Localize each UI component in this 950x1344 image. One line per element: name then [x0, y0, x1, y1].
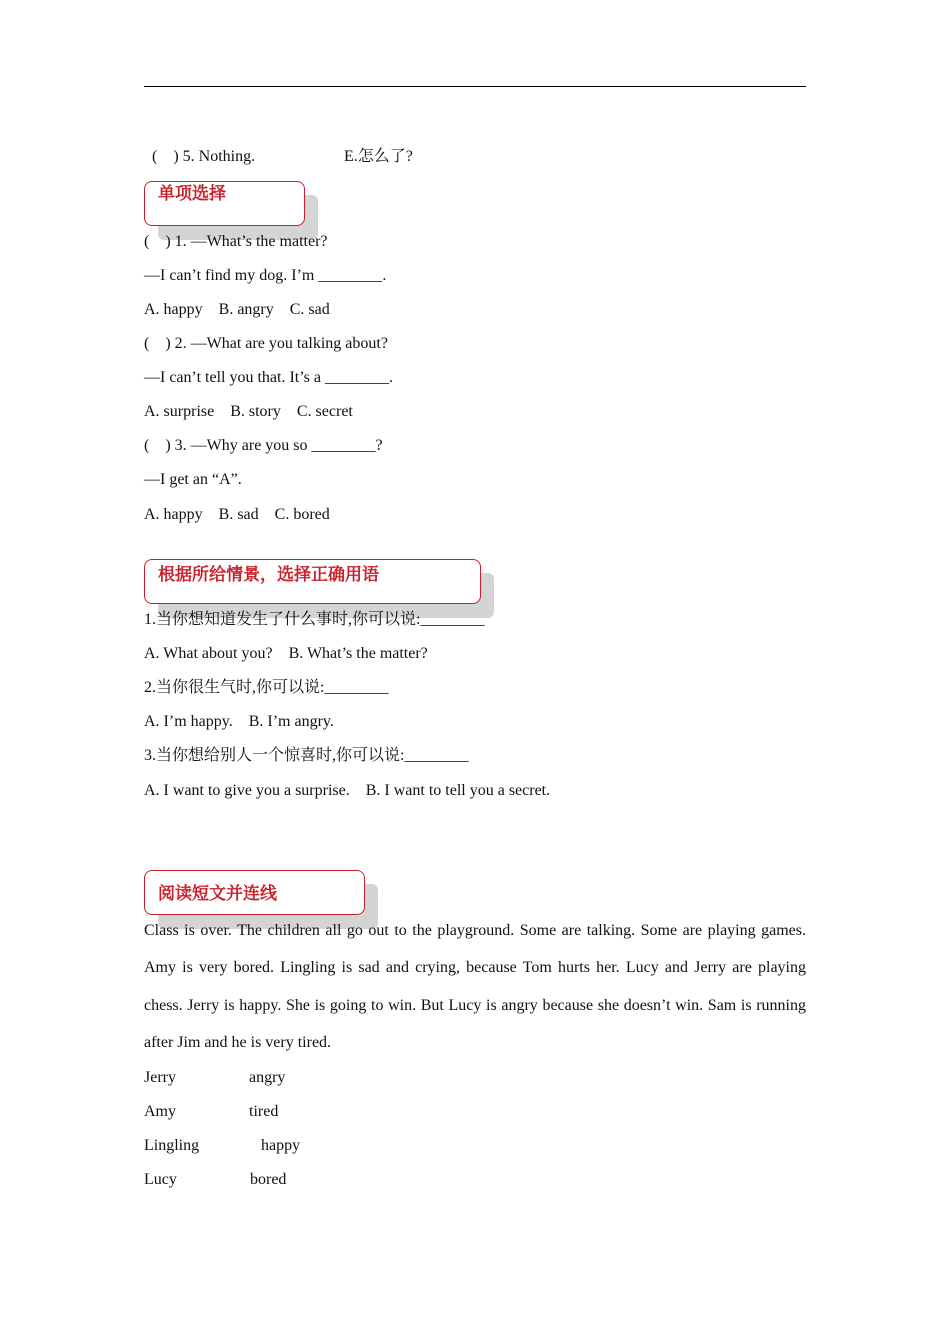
section-title: 单项选择 — [158, 184, 226, 204]
question-5-text: ( ) 5. Nothing. — [152, 148, 256, 165]
match-feeling-angry: angry — [249, 1069, 286, 1086]
situation-3-options: A. I want to give you a surprise. B. I want to tell you a secret. — [144, 782, 551, 799]
section-title: 根据所给情景，选择正确用语 — [158, 565, 379, 585]
header-rule — [144, 86, 806, 87]
match-name-lucy: Lucy — [144, 1171, 177, 1188]
question-5-answer — [336, 127, 413, 167]
reading-passage: Class is over. The children all go out to the playground. Some are talking. Some are playing games. Amy is very bored. Lingling is sad and crying, because Tom hurts her. Lucy and Jerry are playing chess. Jerry is happy. She is going to win. But Lucy is angry because she doesn’t win. Sam is running after Jim and he is very tired. — [144, 922, 806, 1051]
match-name-lingling: Lingling — [144, 1137, 200, 1154]
section-title: 阅读短文并连线 — [158, 884, 277, 904]
mc-q2-reply: —I can’t tell you that. It’s a ________. — [144, 369, 393, 386]
match-name-amy: Amy — [144, 1103, 176, 1120]
mc-q3-stem: ( ) 3. —Why are you so ________? — [144, 437, 383, 454]
situation-1-prompt: 1.当你想知道发生了什么事时,你可以说:________ — [144, 611, 485, 628]
match-name-jerry: Jerry — [144, 1069, 176, 1086]
situation-3-prompt: 3.当你想给别人一个惊喜时,你可以说:________ — [144, 747, 469, 764]
mc-q1-reply: —I can’t find my dog. I’m ________. — [144, 267, 387, 284]
mc-q3-reply: —I get an “A”. — [144, 471, 242, 488]
mc-q2-options: A. surprise B. story C. secret — [144, 403, 353, 420]
match-feeling-tired: tired — [249, 1103, 279, 1120]
mc-q1-options: A. happy B. angry C. sad — [144, 301, 330, 318]
answer-e-text: E.怎么了? — [344, 148, 413, 165]
mc-q1-stem: ( ) 1. —What’s the matter? — [144, 233, 328, 250]
situation-2-prompt: 2.当你很生气时,你可以说:________ — [144, 679, 389, 696]
mc-q2-stem: ( ) 2. —What are you talking about? — [144, 335, 388, 352]
situation-2-options: A. I’m happy. B. I’m angry. — [144, 713, 334, 730]
mc-q3-options: A. happy B. sad C. bored — [144, 506, 330, 523]
match-feeling-happy: happy — [261, 1137, 301, 1154]
situation-1-options: A. What about you? B. What’s the matter? — [144, 645, 428, 662]
match-feeling-bored: bored — [250, 1171, 287, 1188]
question-5 — [144, 127, 255, 167]
